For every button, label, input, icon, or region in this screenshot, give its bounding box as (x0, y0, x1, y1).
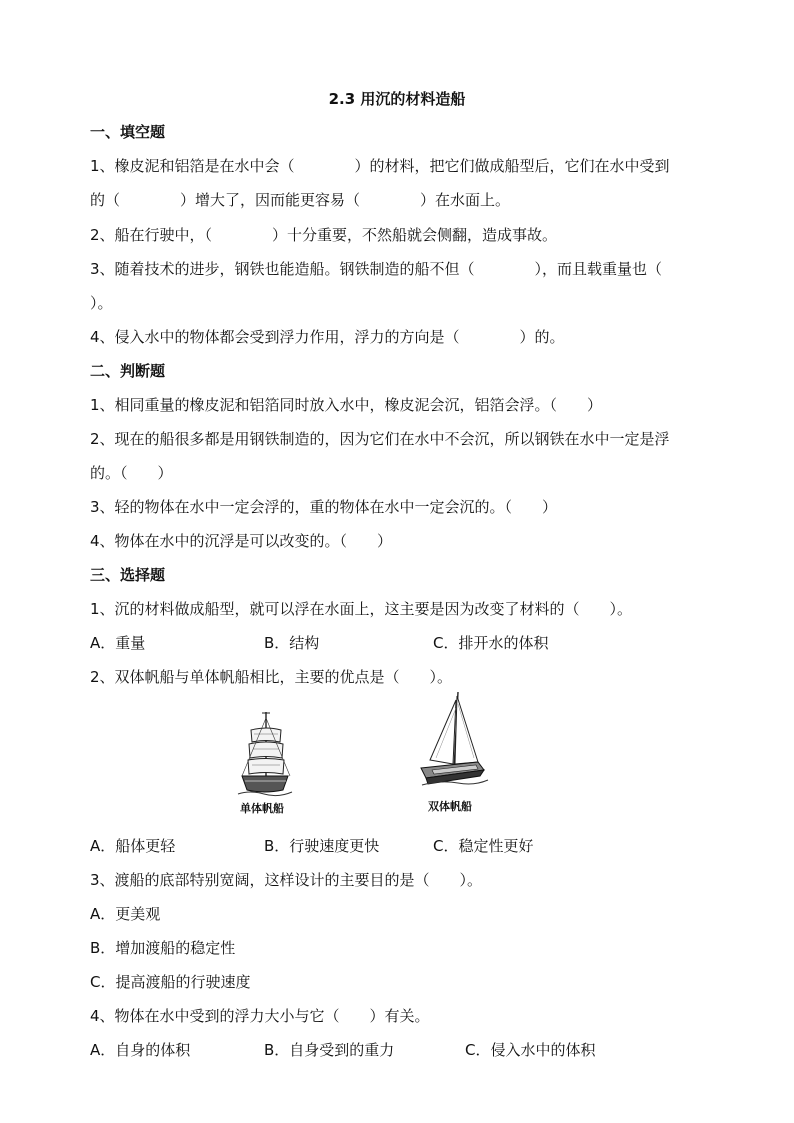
single-hull-sailboat-image (236, 710, 294, 798)
choice-q4-option-a: A．自身的体积 (90, 1041, 191, 1059)
choice-q2-stem: 2、双体帆船与单体帆船相比，主要的优点是（ ）。 (90, 668, 453, 686)
catamaran-caption: 双体帆船 (428, 800, 472, 813)
choice-q1-option-b: B．结构 (264, 634, 320, 652)
fill-q3-line1: 3、随着技术的进步，钢铁也能造船。钢铁制造的船不但（ ），而且载重量也（ (90, 260, 663, 278)
fill-q1-line2: 的（ ）增大了，因而能更容易（ ）在水面上。 (90, 191, 511, 209)
section-judge-heading: 二、判断题 (90, 362, 166, 380)
fill-q3-line2: ）。 (90, 294, 113, 312)
fill-q2: 2、船在行驶中，（ ）十分重要，不然船就会侧翻，造成事故。 (90, 226, 558, 244)
choice-q1-stem: 1、沉的材料做成船型，就可以浮在水面上，这主要是因为改变了材料的（ ）。 (90, 600, 633, 618)
judge-q2-line1: 2、现在的船很多都是用钢铁制造的，因为它们在水中不会沉，所以钢铁在水中一定是浮 (90, 430, 670, 448)
single-hull-caption: 单体帆船 (240, 802, 284, 815)
page-title: 2.3 用沉的材料造船 (328, 90, 466, 108)
choice-q2-option-a: A．船体更轻 (90, 837, 176, 855)
choice-q1-option-a: A．重量 (90, 634, 146, 652)
choice-q4-stem: 4、物体在水中受到的浮力大小与它（ ）有关。 (90, 1007, 430, 1025)
choice-q4-option-b: B．自身受到的重力 (264, 1041, 395, 1059)
section-choice-heading: 三、选择题 (90, 566, 166, 584)
fill-q4: 4、侵入水中的物体都会受到浮力作用，浮力的方向是（ ）的。 (90, 328, 565, 346)
fill-q1-line1: 1、橡皮泥和铝箔是在水中会（ ）的材料，把它们做成船型后，它们在水中受到 (90, 157, 670, 175)
choice-q3-stem: 3、渡船的底部特别宽阔，这样设计的主要目的是（ ）。 (90, 871, 483, 889)
choice-q2-option-b: B．行驶速度更快 (264, 837, 380, 855)
choice-q4-option-c: C．侵入水中的体积 (465, 1041, 596, 1059)
judge-q4: 4、物体在水中的沉浮是可以改变的。（ ） (90, 532, 393, 550)
choice-q1-option-c: C．排开水的体积 (433, 634, 549, 652)
choice-q3-option-a: A．更美观 (90, 905, 161, 923)
section-fill-heading: 一、填空题 (90, 123, 166, 141)
judge-q2-line2: 的。（ ） (90, 464, 173, 482)
choice-q3-option-c: C．提高渡船的行驶速度 (90, 973, 251, 991)
choice-q3-option-b: B．增加渡船的稳定性 (90, 939, 236, 957)
judge-q3: 3、轻的物体在水中一定会浮的，重的物体在水中一定会沉的。（ ） (90, 498, 558, 516)
choice-q2-option-c: C．稳定性更好 (433, 837, 534, 855)
judge-q1: 1、相同重量的橡皮泥和铝箔同时放入水中，橡皮泥会沉，铝箔会浮。（ ） (90, 396, 603, 414)
catamaran-image (418, 690, 490, 790)
